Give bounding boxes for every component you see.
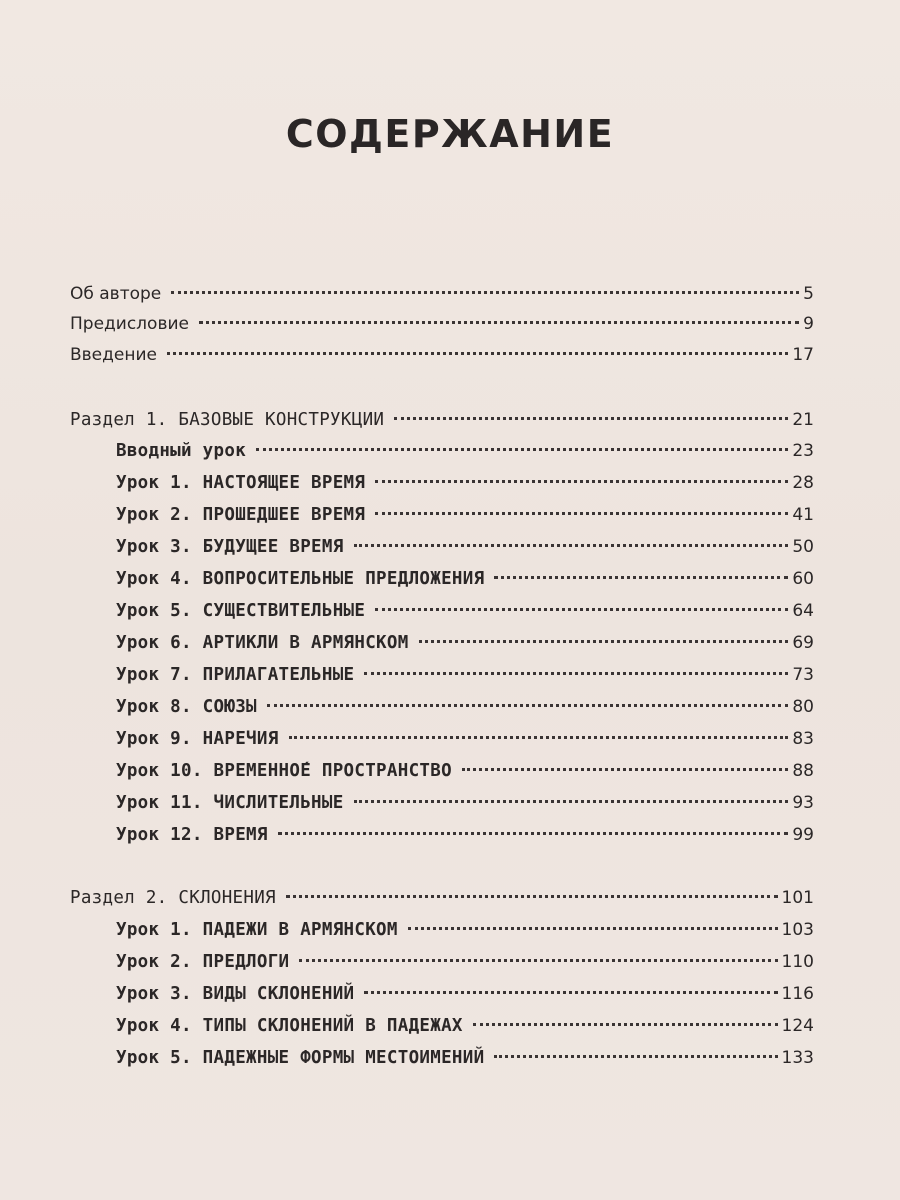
toc-lesson-label: Урок 5. СУЩЕСТВИТЕЛЬНЫЕ	[116, 601, 366, 621]
toc-lesson-page: 69	[792, 633, 814, 653]
toc-lesson-label: Урок 11. ЧИСЛИТЕЛЬНЫЕ	[116, 793, 344, 813]
dot-leader	[419, 640, 789, 643]
toc-lesson-entry	[116, 1044, 814, 1072]
toc-section-2	[70, 884, 814, 912]
toc-lesson-entry	[116, 469, 814, 497]
toc-lesson-label: Урок 9. НАРЕЧИЯ	[116, 729, 279, 749]
dot-leader	[289, 736, 789, 739]
dot-leader	[494, 576, 788, 579]
toc-lesson-page: 93	[792, 793, 814, 813]
toc-lesson-page: 110	[781, 952, 814, 972]
toc-lesson-entry	[116, 693, 814, 721]
dot-leader	[354, 544, 789, 547]
toc-lesson-entry	[116, 948, 814, 976]
toc-lesson-entry	[116, 597, 814, 625]
toc-section-page: 21	[792, 410, 814, 430]
toc-section-page: 101	[781, 888, 814, 908]
toc-lesson-page: 23	[792, 441, 814, 461]
dot-leader	[364, 672, 788, 675]
dot-leader	[394, 417, 788, 420]
toc-lesson-entry	[116, 757, 814, 785]
toc-lesson-label: Урок 7. ПРИЛАГАТЕЛЬНЫЕ	[116, 665, 355, 685]
toc-lesson-page: 28	[792, 473, 814, 493]
toc-lesson-label: Урок 2. ПРОШЕДШЕЕ ВРЕМЯ	[116, 505, 366, 525]
dot-leader	[375, 512, 788, 515]
dot-leader	[286, 895, 778, 898]
page-title: СОДЕРЖАНИЕ	[285, 112, 615, 156]
toc-lesson-page: 83	[792, 729, 814, 749]
toc-lesson-entry	[116, 916, 814, 944]
dot-leader	[299, 959, 777, 962]
toc-section-label: Раздел 2. СКЛОНЕНИЯ	[70, 888, 276, 908]
toc-lesson-label: Вводный урок	[116, 441, 247, 461]
dot-leader	[462, 768, 788, 771]
dot-leader	[267, 704, 788, 707]
toc-lesson-label: Урок 1. НАСТОЯЩЕЕ ВРЕМЯ	[116, 473, 366, 493]
dot-leader	[408, 927, 778, 930]
dot-leader	[375, 608, 788, 611]
toc-lesson-label: Урок 4. ТИПЫ СКЛОНЕНИЙ В ПАДЕЖАХ	[116, 1016, 463, 1036]
toc-lesson-page: 60	[792, 569, 814, 589]
toc-lesson-entry	[116, 629, 814, 657]
toc-lesson-page: 41	[792, 505, 814, 525]
toc-lesson-entry	[116, 725, 814, 753]
dot-leader	[354, 800, 789, 803]
dot-leader	[167, 352, 788, 355]
toc-lesson-entry	[116, 437, 814, 465]
toc-lesson-label: Урок 2. ПРЕДЛОГИ	[116, 952, 290, 972]
dot-leader	[256, 448, 788, 451]
dot-leader	[364, 991, 777, 994]
toc-lesson-page: 103	[781, 920, 814, 940]
toc-entry-page: 17	[792, 345, 814, 365]
toc-section-1	[70, 406, 814, 434]
toc-entry-label: Об авторе	[70, 284, 162, 304]
toc-lesson-entry	[116, 533, 814, 561]
toc-lesson-label: Урок 5. ПАДЕЖНЫЕ ФОРМЫ МЕСТОИМЕНИЙ	[116, 1048, 485, 1068]
toc-entry-introduction	[70, 341, 814, 369]
toc-lesson-label: Урок 4. ВОПРОСИТЕЛЬНЫЕ ПРЕДЛОЖЕНИЯ	[116, 569, 485, 589]
toc-entry-label: Введение	[70, 345, 157, 365]
toc-lesson-page: 80	[792, 697, 814, 717]
toc-lesson-page: 116	[781, 984, 814, 1004]
toc-entry-page: 9	[803, 314, 814, 334]
toc-lesson-label: Урок 3. БУДУЩЕЕ ВРЕМЯ	[116, 537, 344, 557]
dot-leader	[278, 832, 789, 835]
toc-lesson-label: Урок 12. ВРЕМЯ	[116, 825, 268, 845]
toc-section-label: Раздел 1. БАЗОВЫЕ КОНСТРУКЦИИ	[70, 410, 385, 430]
toc-lesson-entry	[116, 980, 814, 1008]
dot-leader	[199, 321, 799, 324]
dot-leader	[375, 480, 788, 483]
toc-lesson-page: 64	[792, 601, 814, 621]
toc-lesson-page: 50	[792, 537, 814, 557]
toc-lesson-page: 73	[792, 665, 814, 685]
toc-lesson-entry	[116, 821, 814, 849]
toc-entry-page: 5	[803, 284, 814, 304]
toc-lesson-label: Урок 10. ВРЕМЕННО́Е ПРОСТРАНСТВО	[116, 761, 452, 781]
toc-lesson-entry	[116, 661, 814, 689]
toc-entry-preface	[70, 310, 814, 338]
toc-lesson-label: Урок 1. ПАДЕЖИ В АРМЯНСКОМ	[116, 920, 398, 940]
dot-leader	[473, 1023, 778, 1026]
dot-leader	[494, 1055, 777, 1058]
toc-lesson-entry	[116, 1012, 814, 1040]
toc-lesson-label: Урок 3. ВИДЫ СКЛОНЕНИЙ	[116, 984, 355, 1004]
toc-lesson-page: 88	[792, 761, 814, 781]
toc-entry-label: Предисловие	[70, 314, 189, 334]
toc-lesson-page: 99	[792, 825, 814, 845]
toc-entry-about-author	[70, 280, 814, 308]
toc-lesson-label: Урок 8. СОЮЗЫ	[116, 697, 257, 717]
toc-lesson-page: 133	[781, 1048, 814, 1068]
toc-lesson-entry	[116, 565, 814, 593]
toc-lesson-entry	[116, 501, 814, 529]
toc-lesson-label: Урок 6. АРТИКЛИ В АРМЯНСКОМ	[116, 633, 409, 653]
toc-lesson-entry	[116, 789, 814, 817]
dot-leader	[171, 291, 799, 294]
toc-lesson-page: 124	[781, 1016, 814, 1036]
